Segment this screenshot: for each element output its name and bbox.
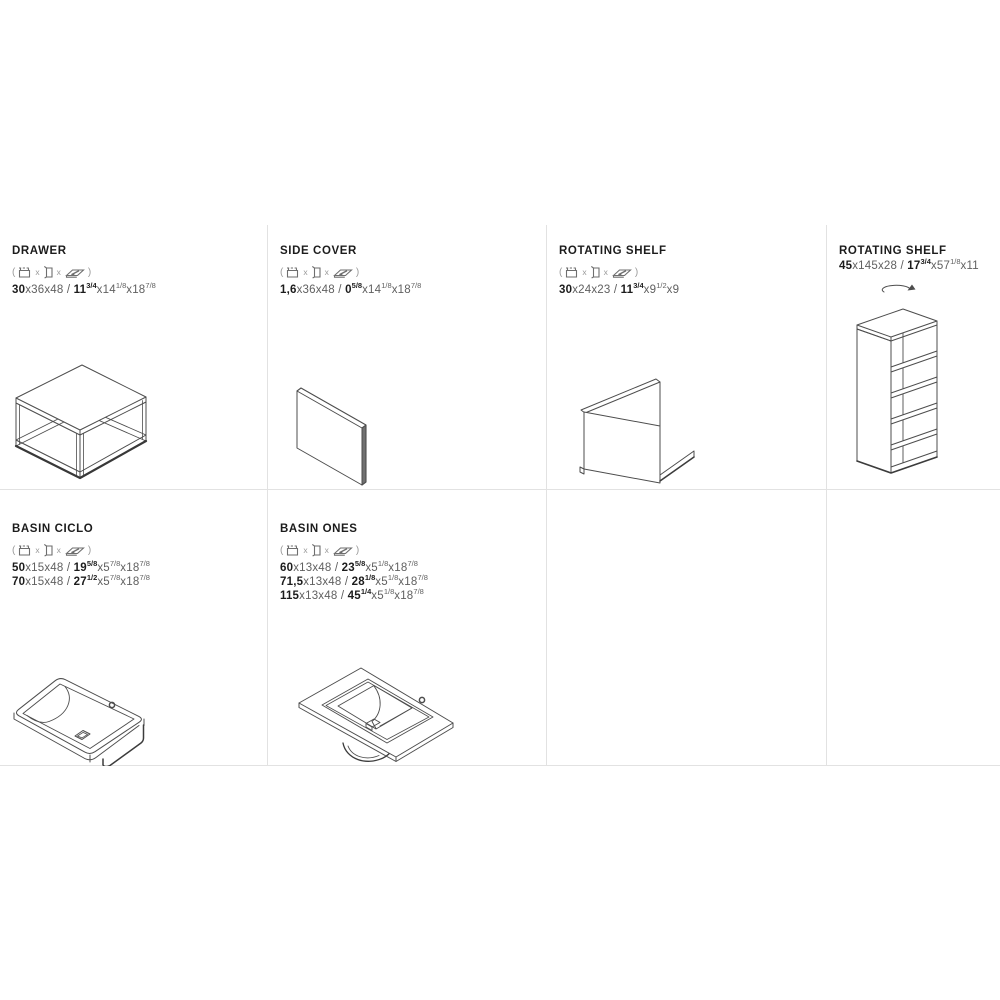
legend-open-paren: ( (280, 544, 284, 556)
width-box-icon (17, 544, 32, 557)
dimension-legend (12, 542, 259, 558)
height-box-icon (311, 265, 322, 279)
legend-separator: x (603, 267, 608, 277)
product-title: BASIN ONES (280, 523, 358, 535)
catalog-cell-basin-ciclo (0, 490, 268, 766)
width-box-icon (285, 266, 300, 279)
legend-separator: x (303, 545, 308, 555)
depth-slab-icon (64, 266, 86, 279)
dimension-line: $60x13x48 / 23^{5/8}x5^{1/8}x18^{7/8}$ (280, 559, 418, 574)
dimension-specs (280, 283, 538, 297)
catalog-cell-rotating-shelf-tall (827, 225, 1000, 490)
product-title: DRAWER (12, 245, 67, 257)
legend-open-paren: ( (12, 266, 16, 278)
height-box-icon (590, 265, 601, 279)
rotating-shelf-drawing (567, 370, 702, 495)
depth-slab-icon (64, 544, 86, 557)
tall-rotating-shelf-drawing (845, 275, 955, 487)
dimension-legend (12, 264, 259, 280)
depth-slab-icon (332, 544, 354, 557)
depth-slab-icon (611, 266, 633, 279)
legend-close-paren: ) (634, 266, 639, 278)
legend-separator: x (56, 267, 61, 277)
legend-open-paren: ( (559, 266, 563, 278)
dimension-line: $45x145x28 / 17^{3/4}x57^{1/8}x11$ (839, 257, 979, 272)
empty-cell-2 (827, 490, 1000, 766)
legend-open-paren: ( (12, 544, 16, 556)
catalog-cell-basin-ones (268, 490, 547, 766)
dimension-specs (12, 561, 259, 589)
dimension-legend (559, 264, 818, 280)
dimension-line: $71,5x13x48 / 28^{1/8}x5^{1/8}x18^{7/8}$ (280, 573, 428, 588)
basin-ciclo-drawing (4, 662, 164, 766)
depth-slab-icon (332, 266, 354, 279)
catalog-cell-side-cover (268, 225, 547, 490)
height-box-icon (43, 265, 54, 279)
product-title: SIDE COVER (280, 245, 357, 257)
legend-separator: x (324, 267, 329, 277)
legend-separator: x (35, 267, 40, 277)
legend-separator: x (303, 267, 308, 277)
product-title: ROTATING SHELF (559, 245, 667, 257)
drawer-isometric-drawing (6, 351, 156, 486)
dimension-specs (839, 259, 992, 273)
dimension-line: $115x13x48 / 45^{1/4}x5^{1/8}x18^{7/8}$ (280, 587, 424, 602)
side-cover-panel-drawing (283, 370, 393, 492)
dimension-line: $70x15x48 / 27^{1/2}x5^{7/8}x18^{7/8}$ (12, 573, 150, 588)
catalog-cell-rotating-shelf (547, 225, 827, 490)
dimension-specs (12, 283, 259, 297)
legend-separator: x (582, 267, 587, 277)
legend-separator: x (324, 545, 329, 555)
height-box-icon (311, 543, 322, 557)
dimension-specs (559, 283, 818, 297)
dimension-specs (280, 561, 538, 603)
dimension-legend (280, 264, 538, 280)
dimension-line: $1,6x36x48 / 0^{5/8}x14^{1/8}x18^{7/8}$ (280, 281, 422, 296)
legend-close-paren: ) (87, 544, 92, 556)
product-title: ROTATING SHELF (839, 245, 947, 257)
empty-cell-1 (547, 490, 827, 766)
legend-close-paren: ) (87, 266, 92, 278)
legend-separator: x (35, 545, 40, 555)
rotation-arrow-icon (882, 285, 915, 293)
dimension-legend (280, 542, 538, 558)
catalog-cell-drawer (0, 225, 268, 490)
width-box-icon (17, 266, 32, 279)
width-box-icon (564, 266, 579, 279)
legend-close-paren: ) (355, 266, 360, 278)
product-title: BASIN CICLO (12, 523, 94, 535)
height-box-icon (43, 543, 54, 557)
dimension-line: $30x24x23 / 11^{3/4}x9^{1/2}x9$ (559, 281, 680, 296)
dimension-line: $50x15x48 / 19^{5/8}x5^{7/8}x18^{7/8}$ (12, 559, 150, 574)
basin-ones-drawing (286, 660, 476, 772)
width-box-icon (285, 544, 300, 557)
legend-separator: x (56, 545, 61, 555)
dimension-line: $30x36x48 / 11^{3/4}x14^{1/8}x18^{7/8}$ (12, 281, 156, 296)
legend-close-paren: ) (355, 544, 360, 556)
legend-open-paren: ( (280, 266, 284, 278)
product-grid (0, 225, 1000, 766)
